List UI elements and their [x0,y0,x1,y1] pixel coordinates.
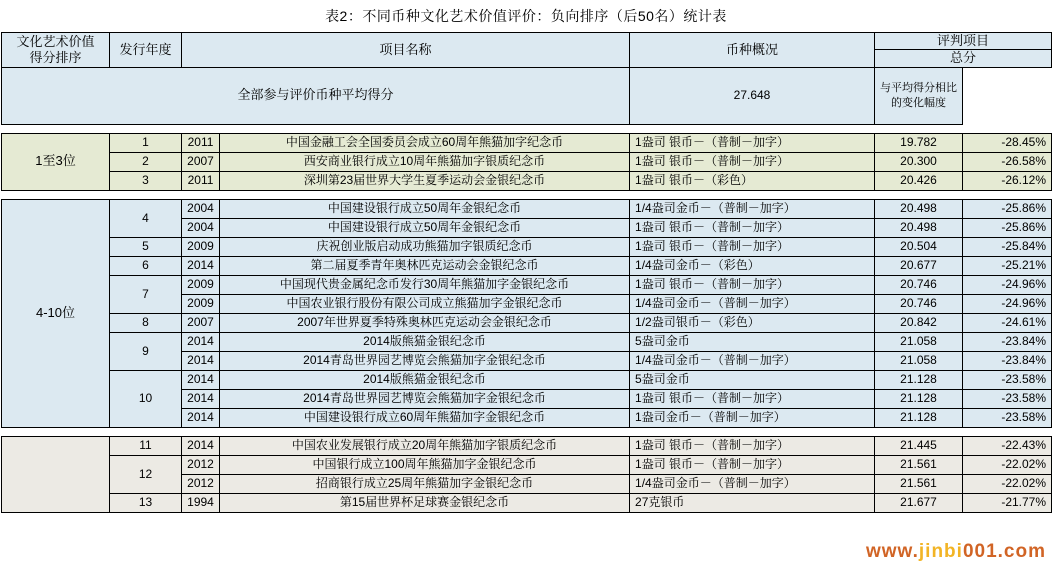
table-row [2,152,1052,171]
group-rank-label [2,436,110,512]
row-score: 21.128 [875,408,963,427]
row-score: 20.746 [875,294,963,313]
watermark [866,541,1046,563]
row-index: 2 [110,152,182,171]
row-change: -26.58% [963,152,1052,171]
row-project-name: 中国农业银行股份有限公司成立熊猫加字金银纪念币 [220,294,630,313]
row-index: 5 [110,237,182,256]
group-rank-label: 4-10位 [2,199,110,427]
average-score: 27.648 [630,67,875,124]
row-project-name: 中国银行成立100周年熊猫加字金银纪念币 [220,455,630,474]
row-project-name: 第二届夏季青年奥林匹克运动会金银纪念币 [220,256,630,275]
row-project-name: 中国建设银行成立50周年金银纪念币 [220,218,630,237]
row-year: 2012 [182,474,220,493]
row-score: 20.498 [875,218,963,237]
row-project-name: 中国建设银行成立50周年金银纪念币 [220,199,630,218]
row-spacer [2,190,1052,199]
row-project-name: 2014版熊猫金银纪念币 [220,370,630,389]
row-currency: 1/4盎司金币－（普制－加字） [630,474,875,493]
row-change: -26.12% [963,171,1052,190]
row-change: -23.58% [963,389,1052,408]
page-title: 表2：不同币种文化艺术价值评价：负向排序（后50名）统计表 [325,8,727,24]
row-currency: 27克银币 [630,493,875,512]
row-currency: 1/4盎司金币－（普制－加字） [630,351,875,370]
row-year: 2009 [182,237,220,256]
row-score: 19.782 [875,133,963,152]
row-score: 20.504 [875,237,963,256]
row-index: 4 [110,199,182,237]
row-score: 21.128 [875,389,963,408]
row-change: -24.96% [963,275,1052,294]
header-project: 项目名称 [182,33,630,68]
row-index: 3 [110,171,182,190]
table-row [2,199,1052,218]
row-change: -25.21% [963,256,1052,275]
row-year: 2009 [182,294,220,313]
row-project-name: 庆祝创业版启动成功熊猫加字银质纪念币 [220,237,630,256]
row-project-name: 2014青岛世界园艺博览会熊猫加字金银纪念币 [220,389,630,408]
row-change: -25.86% [963,199,1052,218]
row-change: -23.58% [963,408,1052,427]
row-currency: 1盎司 银币－（普制－加字） [630,218,875,237]
group-rank-label: 1至3位 [2,133,110,190]
row-currency: 1盎司 银币－（普制－加字） [630,133,875,152]
average-label: 全部参与评价币种平均得分 [2,67,630,124]
row-project-name: 深圳第23届世界大学生夏季运动会金银纪念币 [220,171,630,190]
row-index: 1 [110,133,182,152]
row-currency: 1盎司 银币－（普制－加字） [630,152,875,171]
table-header-row [2,33,1052,50]
row-currency: 5盎司金币 [630,332,875,351]
header-rank: 文化艺术价值 得分排序 [2,33,110,68]
row-index: 8 [110,313,182,332]
row-change: -22.02% [963,455,1052,474]
row-index: 6 [110,256,182,275]
row-index: 10 [110,370,182,427]
row-index: 12 [110,455,182,493]
row-change: -23.58% [963,370,1052,389]
row-index: 7 [110,275,182,313]
row-project-name: 中国金融工会全国委员会成立60周年熊猫加字纪念币 [220,133,630,152]
row-project-name: 2007年世界夏季特殊奥林匹克运动会金银纪念币 [220,313,630,332]
value-table [1,32,1052,513]
row-year: 2014 [182,332,220,351]
row-score: 21.445 [875,436,963,455]
row-change: -22.43% [963,436,1052,455]
table-row [2,275,1052,294]
table-row [2,313,1052,332]
row-change: -24.96% [963,294,1052,313]
row-score: 20.300 [875,152,963,171]
row-currency: 1盎司 银币－（普制－加字） [630,455,875,474]
row-score: 20.498 [875,199,963,218]
row-change: -28.45% [963,133,1052,152]
row-year: 1994 [182,493,220,512]
row-index: 11 [110,436,182,455]
row-change: -23.84% [963,351,1052,370]
table-row [2,370,1052,389]
row-year: 2004 [182,218,220,237]
row-currency: 1/4盎司金币－（普制－加字） [630,294,875,313]
row-change: -21.77% [963,493,1052,512]
table-row [2,436,1052,455]
row-change: -22.02% [963,474,1052,493]
row-project-name: 中国建设银行成立60周年熊猫加字金银纪念币 [220,408,630,427]
row-year: 2014 [182,436,220,455]
row-currency: 1盎司 银币－（彩色） [630,171,875,190]
table-row [2,171,1052,190]
row-year: 2014 [182,256,220,275]
row-project-name: 中国现代贵金属纪念币发行30周年熊猫加字金银纪念币 [220,275,630,294]
table-row [2,332,1052,351]
watermark-part-1: www. [865,541,919,562]
table-row [2,493,1052,512]
row-project-name: 招商银行成立25周年熊猫加字金银纪念币 [220,474,630,493]
row-year: 2009 [182,275,220,294]
table-row [2,133,1052,152]
row-year: 2014 [182,351,220,370]
row-score: 20.842 [875,313,963,332]
row-change: -25.84% [963,237,1052,256]
row-currency: 1盎司 银币－（普制－加字） [630,275,875,294]
row-score: 21.561 [875,455,963,474]
table-row [2,455,1052,474]
row-score: 21.128 [875,370,963,389]
row-currency: 1盎司 银币－（普制－加字） [630,389,875,408]
row-change: -24.61% [963,313,1052,332]
row-score: 20.677 [875,256,963,275]
row-year: 2014 [182,389,220,408]
header-total: 总分 [875,50,1052,67]
row-currency: 1盎司 银币－（普制－加字） [630,436,875,455]
spacer-cell [2,124,1052,133]
row-change: -25.86% [963,218,1052,237]
row-year: 2011 [182,133,220,152]
row-currency: 1盎司金币－（普制－加字） [630,408,875,427]
row-change: -23.84% [963,332,1052,351]
row-year: 2004 [182,199,220,218]
table-row [2,256,1052,275]
row-score: 21.058 [875,332,963,351]
row-year: 2007 [182,313,220,332]
row-project-name: 中国农业发展银行成立20周年熊猫加字银质纪念币 [220,436,630,455]
row-project-name: 西安商业银行成立10周年熊猫加字银质纪念币 [220,152,630,171]
row-score: 21.058 [875,351,963,370]
header-currency: 币种概况 [630,33,875,68]
header-year: 发行年度 [110,33,182,68]
row-year: 2012 [182,455,220,474]
average-row [2,67,1052,124]
row-index: 13 [110,493,182,512]
spacer-cell [2,190,1052,199]
row-spacer [2,124,1052,133]
row-index: 9 [110,332,182,370]
watermark-part-2: jinbi [918,541,963,562]
row-year: 2011 [182,171,220,190]
row-project-name: 2014版熊猫金银纪念币 [220,332,630,351]
row-year: 2014 [182,408,220,427]
row-year: 2014 [182,370,220,389]
row-score: 20.426 [875,171,963,190]
watermark-part-3: 001.com [962,541,1046,562]
row-currency: 1/2盎司银币－（彩色） [630,313,875,332]
row-year: 2007 [182,152,220,171]
row-currency: 1盎司 银币－（普制－加字） [630,237,875,256]
table-row [2,237,1052,256]
row-score: 21.677 [875,493,963,512]
row-currency: 5盎司金币 [630,370,875,389]
average-change-note: 与平均得分相比的变化幅度 [875,67,963,124]
row-project-name: 2014青岛世界园艺博览会熊猫加字金银纪念币 [220,351,630,370]
row-currency: 1/4盎司金币－（彩色） [630,256,875,275]
row-spacer [2,427,1052,436]
row-currency: 1/4盎司金币－（普制－加字） [630,199,875,218]
header-eval: 评判项目 [875,33,1052,50]
row-project-name: 第15届世界杯足球赛金银纪念币 [220,493,630,512]
spacer-cell [2,427,1052,436]
row-score: 20.746 [875,275,963,294]
row-score: 21.561 [875,474,963,493]
